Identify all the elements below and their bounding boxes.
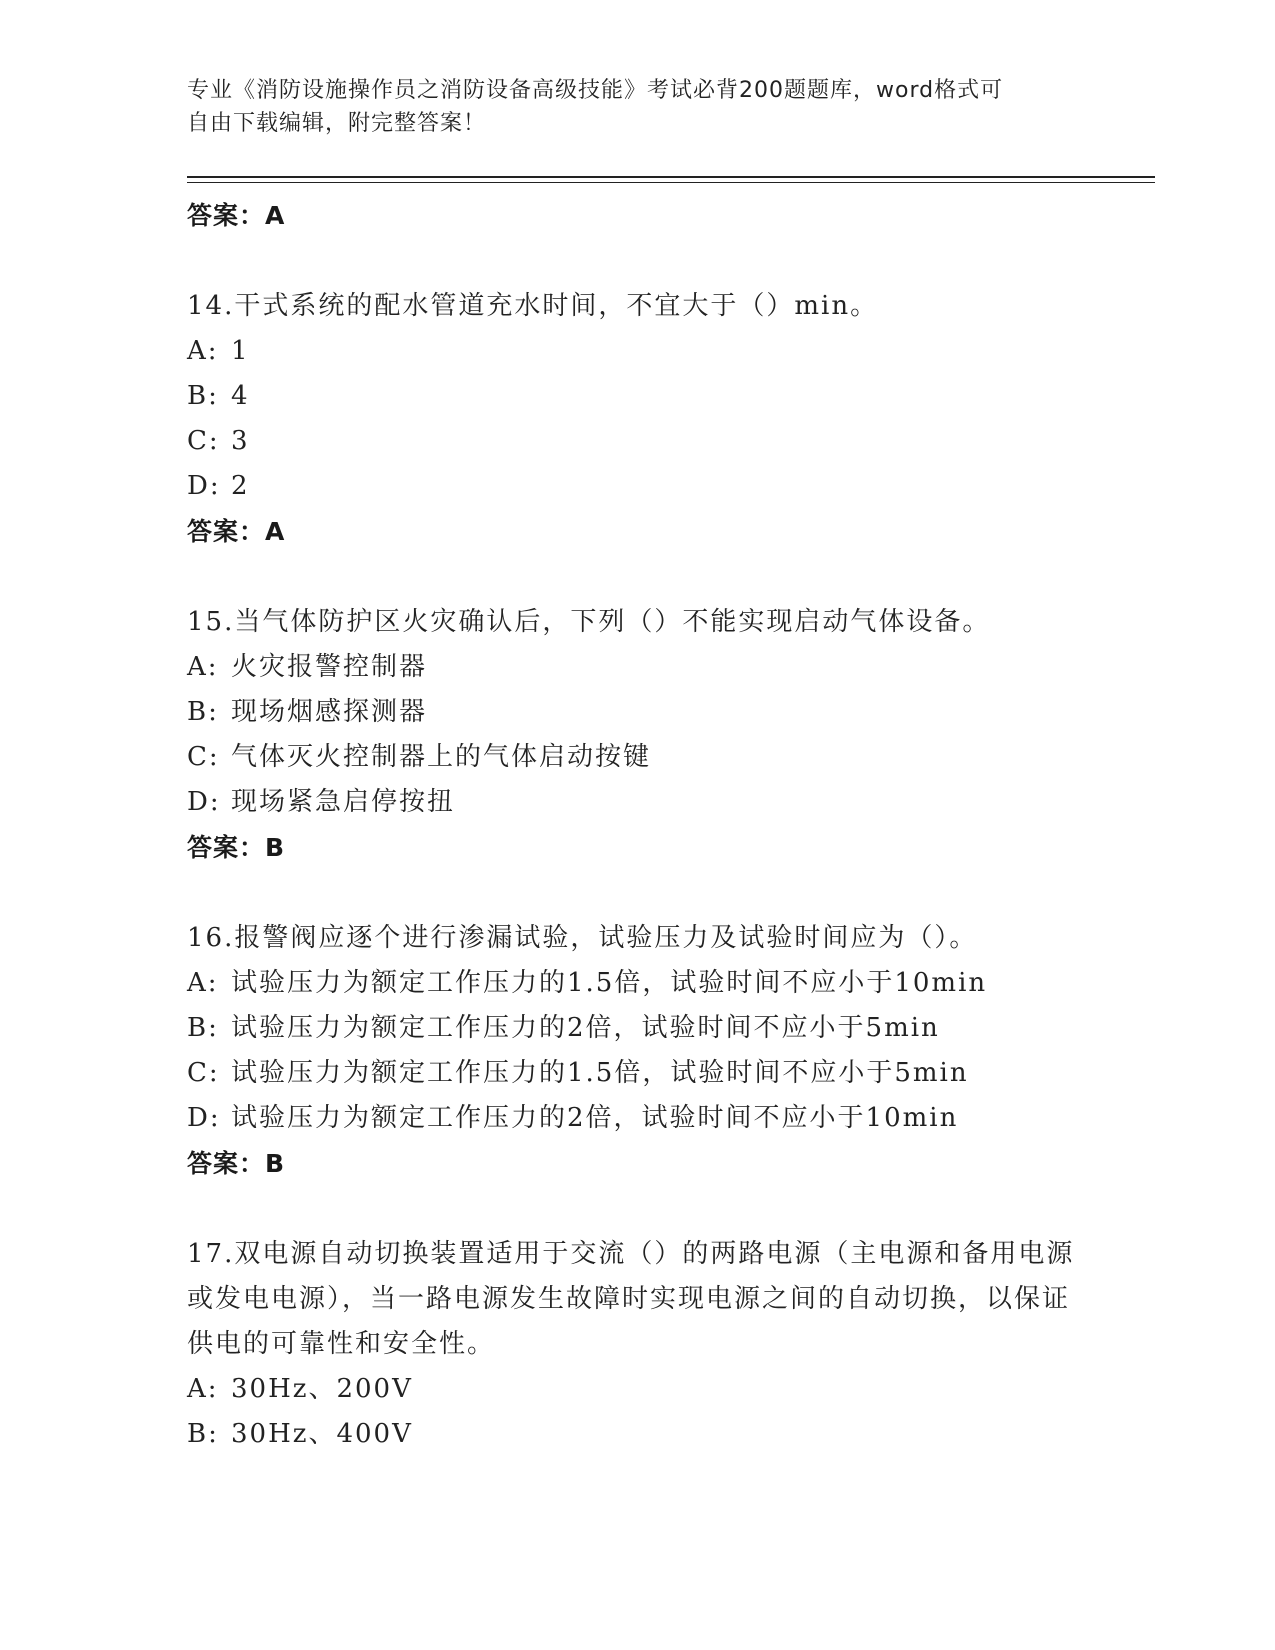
question-list: [187, 186, 1155, 1457]
header-line-1: 专业《消防设施操作员之消防设备高级技能》考试必背200题题库，word格式可: [187, 78, 1004, 103]
answer-line: 答案：B: [187, 1149, 286, 1178]
question-stem: 14.干式系统的配水管道充水时间，不宜大于（）min。: [187, 291, 879, 321]
question-14: [187, 284, 1155, 554]
option-key: A:: [187, 1374, 219, 1404]
option-text: 30Hz、200V: [231, 1374, 413, 1404]
option-c: [187, 419, 1155, 464]
header-line-2: 自由下载编辑，附完整答案！: [187, 111, 487, 136]
option-text: 现场烟感探测器: [231, 697, 428, 727]
option-b: [187, 374, 1155, 419]
option-key: D:: [187, 1103, 221, 1133]
option-c: [187, 1051, 1155, 1096]
option-b: [187, 1412, 1155, 1457]
header-divider-thick: [187, 176, 1155, 178]
option-a: [187, 961, 1155, 1006]
option-key: D:: [187, 471, 221, 501]
question-16: [187, 916, 1155, 1186]
question-stem: 17.双电源自动切换装置适用于交流（）的两路电源（主电源和备用电源或发电电源），当一路电源发生故障时实现电源之间的自动切换，以保证供电的可靠性和安全性。: [187, 1239, 1075, 1359]
option-key: A:: [187, 652, 219, 682]
option-text: 试验压力为额定工作压力的2倍，试验时间不应小于10min: [231, 1103, 959, 1133]
option-text: 1: [231, 336, 250, 366]
option-key: B:: [187, 697, 219, 727]
option-text: 现场紧急启停按扭: [231, 787, 456, 817]
option-c: [187, 735, 1155, 780]
option-key: C:: [187, 426, 220, 456]
option-key: A:: [187, 336, 219, 366]
question-stem: 15.当气体防护区火灾确认后，下列（）不能实现启动气体设备。: [187, 607, 991, 637]
option-key: B:: [187, 1013, 219, 1043]
option-key: A:: [187, 968, 219, 998]
answer-line: 答案：A: [187, 517, 286, 546]
answer-line: 答案：B: [187, 833, 286, 862]
option-a: [187, 1367, 1155, 1412]
option-key: D:: [187, 787, 221, 817]
option-d: [187, 464, 1155, 509]
option-key: B:: [187, 1419, 219, 1449]
option-d: [187, 1096, 1155, 1141]
option-text: 试验压力为额定工作压力的2倍，试验时间不应小于5min: [231, 1013, 940, 1043]
option-b: [187, 1006, 1155, 1051]
option-b: [187, 690, 1155, 735]
option-a: [187, 329, 1155, 374]
header-divider-thin: [187, 182, 1155, 183]
option-text: 4: [231, 381, 250, 411]
option-text: 30Hz、400V: [231, 1419, 413, 1449]
option-text: 2: [231, 471, 250, 501]
question-17: [187, 1232, 1155, 1457]
option-a: [187, 645, 1155, 690]
option-key: C:: [187, 1058, 220, 1088]
option-text: 气体灭火控制器上的气体启动按键: [231, 742, 652, 772]
option-d: [187, 780, 1155, 825]
answer-line-13: 答案：A: [187, 201, 286, 230]
option-text: 火灾报警控制器: [231, 652, 428, 682]
option-text: 3: [231, 426, 250, 456]
question-15: [187, 600, 1155, 870]
option-text: 试验压力为额定工作压力的1.5倍，试验时间不应小于5min: [231, 1058, 969, 1088]
question-stem: 16.报警阀应逐个进行渗漏试验，试验压力及试验时间应为（）。: [187, 923, 978, 953]
option-text: 试验压力为额定工作压力的1.5倍，试验时间不应小于10min: [231, 968, 988, 998]
option-key: C:: [187, 742, 220, 772]
document-header: [187, 74, 1087, 140]
option-key: B:: [187, 381, 219, 411]
